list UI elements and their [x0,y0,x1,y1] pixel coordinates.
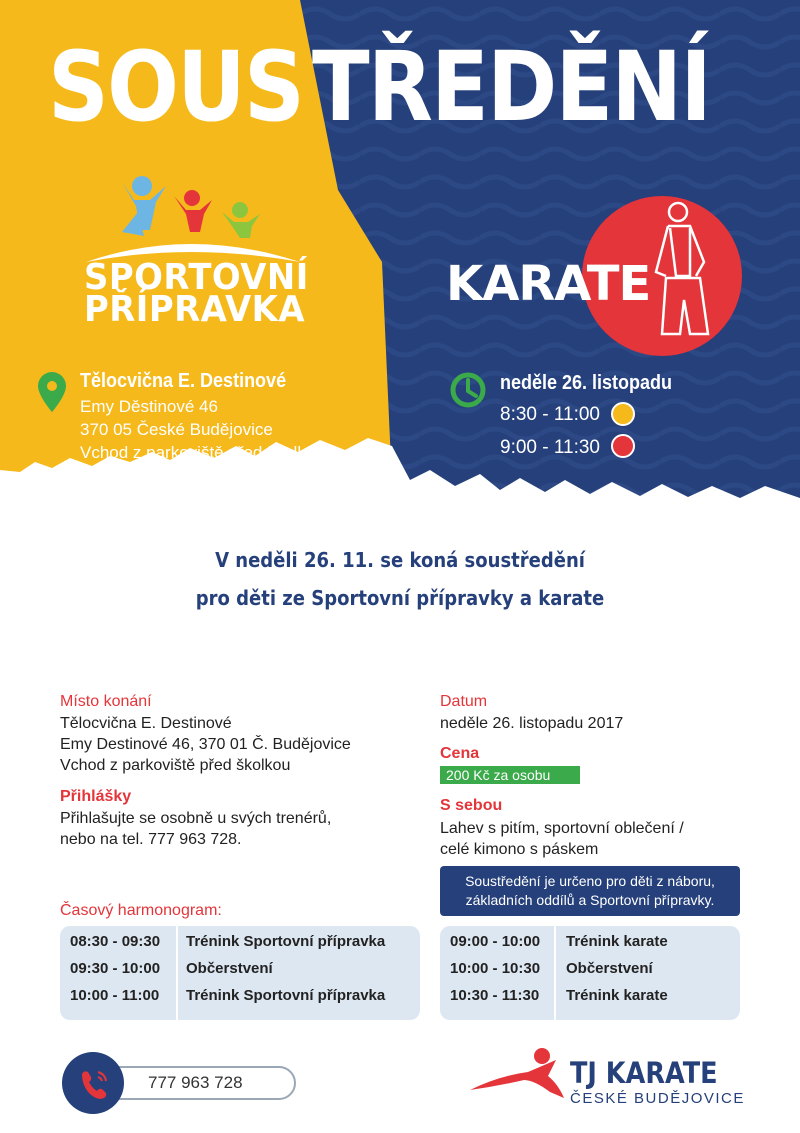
schedule-activity: Trénink karate [566,933,668,950]
signup-label: Přihlášky [60,788,132,805]
bring-label: S sebou [440,797,503,814]
venue-line-3: Vchod z parkoviště před školkou [80,443,325,462]
time-karate: 9:00 - 11:30 [500,437,601,458]
schedule-activity: Trénink karate [566,987,668,1004]
date-value: neděle 26. listopadu 2017 [440,715,624,732]
place-line-1: Tělocvična E. Destinové [60,715,232,732]
sportovni-badge-icon [612,403,634,425]
schedule-activity: Trénink Sportovní přípravka [186,987,386,1004]
date-heading: neděle 26. listopadu [500,372,673,394]
karate-title: KARATE [446,256,651,312]
schedule-divider [176,926,178,1020]
signup-line-1: Přihlašujte se osobně u svých trenérů, [60,810,332,827]
schedule-time: 10:30 - 11:30 [450,987,540,1004]
place-label: Místo konání [60,693,152,710]
bring-line-2: celé kimono s páskem [440,841,599,858]
place-line-2: Emy Destinové 46, 370 01 Č. Budějovice [60,736,351,753]
headline-line-2: pro děti ze Sportovní přípravky a karate [195,586,605,610]
schedule-time: 10:00 - 10:30 [450,960,541,977]
brand-line-1: SPORTOVNÍ [84,257,309,298]
signup-line-2: nebo na tel. 777 963 728. [60,831,242,848]
price-badge: 200 Kč za osobu [440,766,580,784]
date-label: Datum [440,693,488,710]
price-label: Cena [440,745,480,762]
bring-line-1: Lahev s pitím, sportovní oblečení / [440,820,684,837]
schedule-table-right [440,926,740,1020]
title-part-2: TŘEDĚNÍ [312,31,711,143]
karate-badge-icon [612,435,634,457]
schedule-divider [554,926,556,1020]
clock-icon [450,372,486,408]
title-part-1: SOUS [48,31,304,143]
venue-name: Tělocvična E. Destinové [80,370,287,392]
schedule-table-left [60,926,420,1020]
phone-icon[interactable] [62,1052,124,1114]
place-line-3: Vchod z parkoviště před školkou [60,757,291,774]
schedule-time: 09:00 - 10:00 [450,933,541,950]
note-box [440,866,740,916]
tj-karate-swoosh-icon [468,1046,568,1108]
brand-line-2: PŘÍPRAVKA [84,289,306,330]
club-city: ČESKÉ BUDĚJOVICE [570,1090,745,1107]
location-pin-icon [36,370,68,414]
phone-number[interactable]: 777 963 728 [148,1073,243,1092]
schedule-activity: Občerstvení [186,960,273,977]
venue-line-1: Emy Děstinové 46 [80,397,218,416]
headline-line-1: V neděli 26. 11. se koná soustředění [215,548,585,572]
venue-line-2: 370 05 České Budějovice [80,420,273,439]
schedule-time: 09:30 - 10:00 [70,960,161,977]
schedule-activity: Trénink Sportovní přípravka [186,933,386,950]
club-name: TJ KARATE [570,1056,718,1090]
schedule-activity: Občerstvení [566,960,653,977]
time-sportovni: 8:30 - 11:00 [500,404,601,425]
schedule-label: Časový harmonogram: [60,902,222,919]
note-line-2: základních oddílů a Sportovní přípravky. [465,892,715,908]
schedule-time: 08:30 - 09:30 [70,933,161,950]
schedule-time: 10:00 - 11:00 [70,987,160,1004]
note-line-1: Soustředění je určeno pro děti z náboru, [465,873,715,889]
